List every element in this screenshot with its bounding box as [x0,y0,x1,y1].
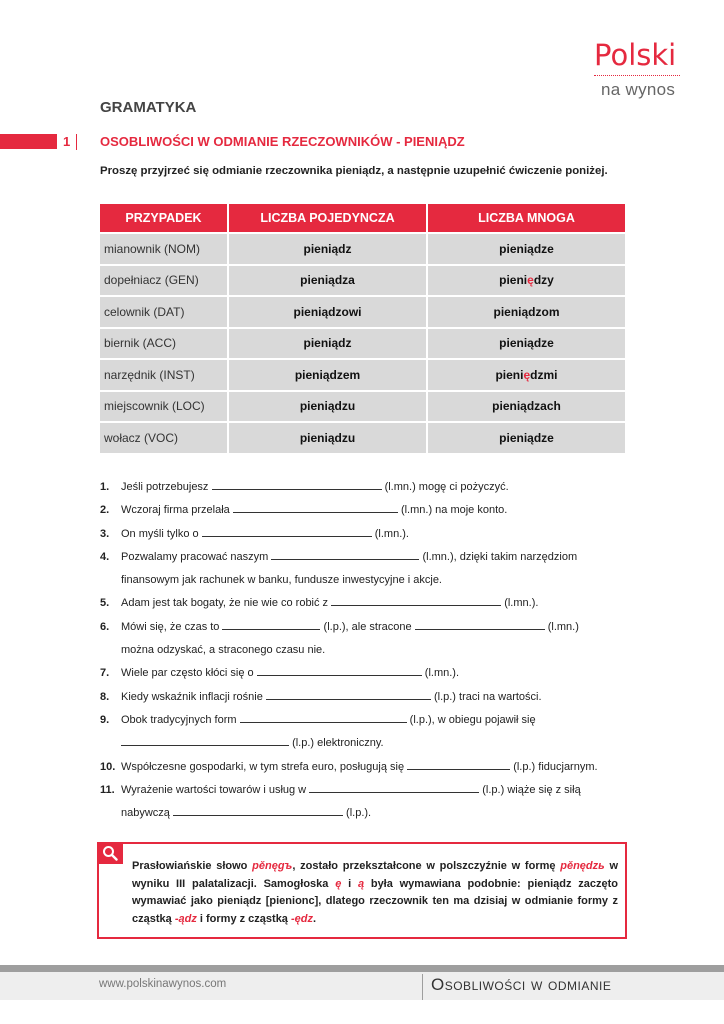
word-proto-2: pěnędzь [560,860,605,872]
info-tab [97,842,123,864]
task-item: 3. On myśli tylko o (l.mn.). [100,523,640,546]
highlight-letter: ę [527,273,534,288]
case-name: mianownik (NOM) [100,234,227,264]
case-name: celownik (DAT) [100,297,227,327]
answer-blank[interactable] [212,478,382,490]
answer-blank[interactable] [121,734,289,746]
case-name: dopełniacz (GEN) [100,266,227,296]
singular-form: pieniądzowi [229,297,426,327]
case-name: miejscownik (LOC) [100,392,227,422]
answer-blank[interactable] [331,594,501,606]
task-item: 4. Pozwalamy pracować naszym (l.mn.), dzięki takim narzędziom [100,546,640,569]
task-number: 4. [100,550,110,563]
table-row [100,297,625,327]
plural-form: pieniądze [428,423,625,453]
vowel-e: ę [335,877,342,890]
suffix-edz: -ędz [291,912,313,925]
task-number: 10. [100,760,116,773]
logo [594,40,690,100]
task-item: 8. Kiedy wskaźnik inflacji rośnie (l.p.) traci na wartości. [100,686,640,709]
task-item: 9. Obok tradycyjnych form (l.p.), w obiegu pojawił się [100,709,640,732]
exercise-divider [76,134,77,150]
answer-blank[interactable] [240,711,407,723]
task-number: 5. [100,597,110,610]
footer-url: www.polskinawynos.com [99,978,227,990]
task-item: 11. Wyrażenie wartości towarów i usług w (l.p.) wiąże się z siłą [100,779,640,802]
task-number: 6. [100,620,110,633]
table-row [100,392,625,422]
suffix-adz: -ądz [174,912,197,925]
exercise-marker [0,134,57,149]
table-row [100,329,625,359]
header-plural: LICZBA MNOGA [428,204,625,232]
singular-form: pieniądz [229,329,426,359]
answer-blank[interactable] [266,688,431,700]
table-header-row [100,204,625,232]
plural-form: pieniądze [428,329,625,359]
vowel-a: ą [357,877,365,890]
word-proto-1: pěnęgъ [252,860,293,872]
task-number: 3. [100,527,110,540]
plural-form: pieniądzom [428,297,625,327]
logo-tagline: na wynos [601,80,676,99]
answer-blank[interactable] [202,525,372,537]
task-number: 8. [100,690,110,703]
exercise-number: 1 [63,134,71,149]
task-item: 5. Adam jest tak bogaty, że nie wie co robić z (l.mn.). [100,592,640,615]
exercise-tasks [100,476,640,825]
answer-blank[interactable] [415,618,545,630]
logo-divider [594,75,680,76]
table-row [100,234,625,264]
task-item: nabywczą (l.p.). [100,802,640,825]
task-item: 1. Jeśli potrzebujesz (l.mn.) mogę ci pożyczyć. [100,476,640,499]
magnifier-icon [102,845,118,861]
answer-blank[interactable] [407,758,510,770]
footer-title: Osobliwości w odmianie [431,975,612,994]
task-number: 11. [100,783,115,796]
plural-form: pieniądze [428,234,625,264]
info-box [97,842,627,939]
answer-blank[interactable] [222,618,320,630]
info-text: Prasłowiańskie słowo pěnęgъ, zostało przekształcone w polszczyźnie w formę pěnędzь w wyniku III palatalizacji. Samogłoska ę i ą była wymawiana podobnie: pieniądz zaczęto wymawiać jako pieniądz [pienionc], dlatego rzeczownik ten ma dzisiaj w odmianie formy z cząstką -ądz i formy z cząstką -ędz. [132,860,618,925]
case-name: narzędnik (INST) [100,360,227,390]
singular-form: pieniądzu [229,392,426,422]
footer-divider [422,974,423,1000]
singular-form: pieniądzem [229,360,426,390]
plural-form: pieniądzach [428,392,625,422]
task-item: 2. Wczoraj firma przelała (l.mn.) na moje konto. [100,499,640,522]
exercise-title: OSOBLIWOŚCI W ODMIANIE RZECZOWNIKÓW - PIENIĄDZ [100,134,465,149]
answer-blank[interactable] [257,664,422,676]
case-name: wołacz (VOC) [100,423,227,453]
table-row [100,266,625,296]
highlight-letter: ę [523,367,531,382]
table-row [100,423,625,453]
answer-blank[interactable] [309,781,479,793]
exercise-header [0,132,724,152]
instruction: Proszę przyjrzeć się odmianie rzeczownika pieniądz, a następnie uzupełnić ćwiczenie poniżej. [100,165,608,177]
task-number: 1. [100,481,110,493]
answer-blank[interactable] [271,548,419,560]
case-name: biernik (ACC) [100,329,227,359]
section-heading: GRAMATYKA [100,99,197,116]
task-item: można odzyskać, a straconego czasu nie. [121,644,326,657]
answer-blank[interactable] [173,804,343,816]
task-item: 6. Mówi się, że czas to (l.p.), ale stracone (l.mn.) [100,616,640,639]
singular-form: pieniądzu [229,423,426,453]
task-number: 7. [100,667,110,680]
task-item: 10. Współczesne gospodarki, w tym strefa euro, posługują się (l.p.) fiducjarnym. [100,756,640,779]
answer-blank[interactable] [233,501,398,513]
task-number: 9. [100,713,110,726]
task-item: finansowym jak rachunek w banku, fundusze inwestycyjne i akcje. [121,574,442,587]
header-case: PRZYPADEK [100,204,227,232]
task-item: 7. Wiele par często kłóci się o (l.mn.). [100,662,640,685]
table-row [100,360,625,390]
header-singular: LICZBA POJEDYNCZA [229,204,426,232]
task-item: (l.p.) elektroniczny. [100,732,640,755]
logo-brand: Polski [594,38,677,72]
singular-form: pieniądz [229,234,426,264]
plural-form: pieniędzy [428,266,625,296]
footer-line [0,965,724,972]
declension-table [98,202,627,455]
singular-form: pieniądza [229,266,426,296]
plural-form: pieniędzmi [428,360,625,390]
task-number: 2. [100,504,110,517]
